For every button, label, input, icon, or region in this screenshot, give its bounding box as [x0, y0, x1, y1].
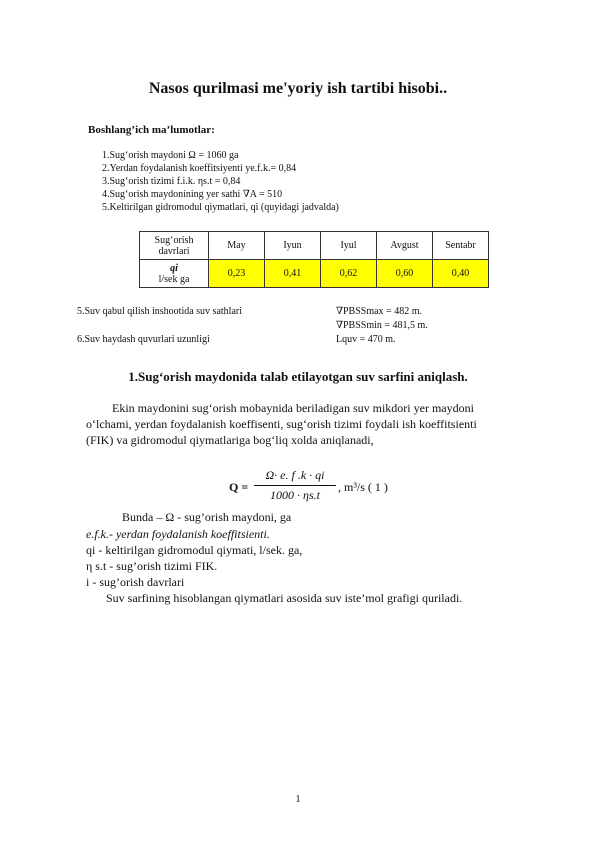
qi-symbol: qi — [170, 262, 178, 274]
list-item: 2.Yerdan foydalanish koeffitsiyenti ye.f.k.= 0,84 — [102, 163, 297, 174]
page-number: 1 — [295, 794, 301, 805]
formula-denominator: 1000 · ηs.t — [270, 488, 320, 502]
paragraph-line: o‘lchami, yerdan foydalanish koeffisenti, sug‘orish tizimi foydali ish koeffitsienti — [86, 417, 477, 431]
gidromodul-table — [139, 231, 489, 288]
formula-numerator: Ω· e. f .k · qi — [254, 468, 336, 486]
definition-line: η s.t - sug’orish tizimi FIK. — [86, 559, 218, 573]
table-header-cell: May — [209, 232, 265, 260]
page-title: Nasos qurilmasi me'yoriy ish tartibi hisobi.. — [148, 80, 448, 97]
section-1-title: 1.Sug‘orish maydonida talab etilayotgan suv sarfini aniqlash. — [128, 369, 468, 384]
table-header-cell: Sentabr — [433, 232, 489, 260]
unit-label: l/sek ga — [158, 273, 190, 285]
definition-line: e.f.k.- yerdan foydalanish koeffitsienti. — [86, 527, 270, 541]
water-level-label: 5.Suv qabul qilish inshootida suv sathlari — [77, 306, 242, 317]
formula-lhs: Q = — [229, 480, 249, 494]
pipe-length-label: 6.Suv haydash quvurlari uzunligi — [77, 334, 210, 345]
formula-fraction — [254, 468, 336, 503]
section-heading: Boshlang’ich ma’lumotlar: — [88, 124, 215, 136]
table-cell: 0,23 — [209, 260, 265, 288]
list-item: 5.Keltirilgan gidromodul qiymatlari, qi (quyidagi jadvalda) — [102, 202, 339, 213]
table-cell: 0,40 — [433, 260, 489, 288]
list-item: 3.Sug‘orish tizimi f.i.k. ηs.t = 0,84 — [102, 176, 241, 187]
paragraph-line: Ekin maydonini sug‘orish mobaynida beriladigan suv mikdori yer maydoni — [112, 401, 474, 415]
pbss-max: ∇PBSSmax = 482 m. — [336, 306, 422, 317]
definition-line: qi - keltirilgan gidromodul qiymati, l/sek. ga, — [86, 543, 303, 557]
pipe-length-value: Lquv = 470 m. — [336, 334, 396, 345]
list-item: 1.Sug‘orish maydoni Ω = 1060 ga — [102, 150, 239, 161]
formula-unit: , m³/s ( 1 ) — [338, 480, 388, 494]
definition-line: Suv sarfining hisoblangan qiymatlari asosida suv iste’mol grafigi quriladi. — [106, 591, 463, 605]
table-header-cell: Avgust — [377, 232, 433, 260]
table-header-cell: Iyul — [321, 232, 377, 260]
table-row-label — [140, 260, 209, 288]
table-header-cell: Iyun — [265, 232, 321, 260]
pbss-min: ∇PBSSmin = 481,5 m. — [336, 320, 428, 331]
definition-line: Bunda – Ω - sug’orish maydoni, ga — [122, 510, 292, 524]
definition-line: i - sug’orish davrlari — [86, 575, 185, 589]
table-cell: 0,41 — [265, 260, 321, 288]
paragraph-line: (FIK) va gidromodul qiymatlariga bog‘liq xolda aniqlanadi, — [86, 433, 374, 447]
table-cell: 0,62 — [321, 260, 377, 288]
list-item: 4.Sug‘orish maydonining yer sathi ∇A = 510 — [102, 189, 283, 200]
table-cell: 0,60 — [377, 260, 433, 288]
table-header-cell: Sug‘orish davrlari — [140, 232, 209, 260]
